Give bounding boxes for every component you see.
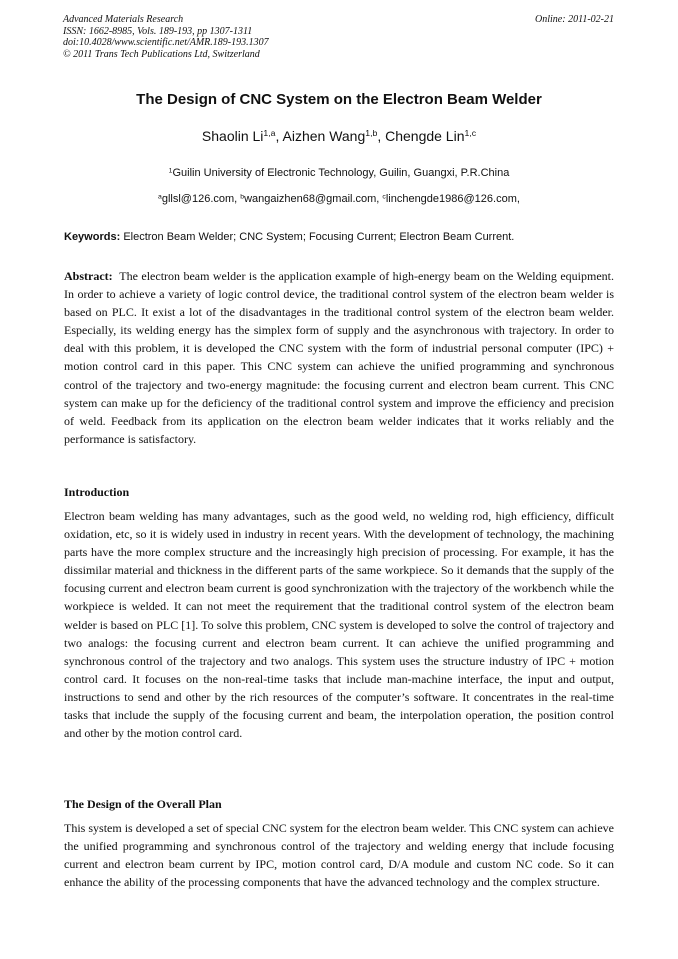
email-mark: b [240, 193, 245, 201]
author-name: Aizhen Wang [282, 128, 366, 144]
author-separator: , [275, 128, 283, 144]
author-name: Shaolin Li [201, 128, 264, 144]
introduction-paragraph: Electron beam welding has many advantages, such as the good weld, no welding rod, high efficiency, difficult oxidation, etc, so it is widely used in industry in recent years. With the development of technology, the machining parts have the more complex structure and the increasingly high precision of processing. For example, it has the dissimilar material and thickness in the different parts of the same workpiece. So it demands that the supply of the focusing current and electron beam current is good synchronization with the trajectory of the workbench while the workpiece is welded. It can not meet the requirement that the traditional control system of the electron beam welder is based on PLC [1]. To solve this problem, CNC system is developed to solve the control of trajectory and two analogs: the focusing current and electron beam current. It can achieve the unified programming and synchronous control of the trajectory and two analogs. This system uses the structure industry of IPC + motion control card. It focuses on the non-real-time tasks that include man-machine interface, the input and output, instructions to send and other by the rich resources of the computer’s software. It concentrates in the real-time tasks that include the supply of the focusing current and beam, the interpolation operation, the position control and other by the motion control card. [64, 509, 614, 741]
online-date: Online: 2011-02-21 [535, 14, 614, 25]
author-name: Chengde Lin [385, 128, 465, 144]
author-emails [0, 193, 678, 205]
author-separator: , [377, 128, 386, 144]
email-address[interactable]: gllsl@126.com, [161, 193, 241, 205]
keywords-label: Keywords: [64, 231, 121, 243]
affiliation-text: Guilin University of Electronic Technology, Guilin, Guangxi, P.R.China [172, 167, 510, 179]
affiliation [0, 167, 678, 179]
author-list [0, 128, 678, 144]
abstract-label: Abstract: [64, 269, 113, 283]
journal-header [63, 14, 269, 60]
section-heading-overall-plan: The Design of the Overall Plan [64, 797, 222, 811]
author-affiliation-mark: 1,c [464, 128, 477, 139]
keywords-text: Electron Beam Welder; CNC System; Focusing Current; Electron Beam Current. [123, 231, 515, 243]
section-heading-introduction: Introduction [64, 485, 130, 499]
copyright-line: © 2011 Trans Tech Publications Ltd, Switzerland [63, 48, 260, 60]
paper-title: The Design of CNC System on the Electron Beam Welder [136, 91, 542, 108]
author-affiliation-mark: 1,a [263, 128, 276, 139]
journal-name: Advanced Materials Research [63, 14, 184, 25]
overall-plan-paragraph: This system is developed a set of special CNC system for the electron beam welder. This CNC system can achieve the unified programming and synchronous control of the trajectory and welding energy that include focusing current and electron beam current by IPC, motion control card, D/A module and custom NC code. So it can enhance the ability of the processing components that have the advanced technology and the complex structure. [64, 821, 614, 890]
abstract-text: The electron beam welder is the application example of high-energy beam on the Welding equipment. In order to achieve a variety of logic control device, the traditional control system of the electron beam welder is based on PLC. It exist a lot of the disadvantages in the traditional control system of the electron beam welder. Especially, its welding energy has the simplex form of supply and the asynchronous with trajectory. In order to deal with this problem, it is developed the CNC system with the form of industrial personal computer (IPC) + motion control card in this paper. This CNC system can achieve the unified programming and synchronous control of the trajectory and two-energy magnitude: the focusing current and electron beam current. This CNC system can make up for the deficiency of the traditional control system and improve the efficiency and precision of weld. Feedback from its application on the electron beam welder indicates that it works reliably and the performance is satisfactory. [64, 269, 614, 446]
keywords [64, 231, 616, 243]
email-mark: a [158, 193, 162, 201]
email-address[interactable]: wangaizhen68@gmail.com, [244, 193, 383, 205]
doi-line[interactable]: doi:10.4028/www.scientific.net/AMR.189-193.1307 [63, 37, 269, 49]
abstract [64, 267, 614, 448]
email-mark: c [382, 193, 386, 201]
affiliation-mark: 1 [168, 167, 173, 175]
issn-line: ISSN: 1662-8985, Vols. 189-193, pp 1307-1311 [63, 25, 253, 37]
author-affiliation-mark: 1,b [365, 128, 378, 139]
email-address[interactable]: linchengde1986@126.com, [385, 193, 520, 205]
